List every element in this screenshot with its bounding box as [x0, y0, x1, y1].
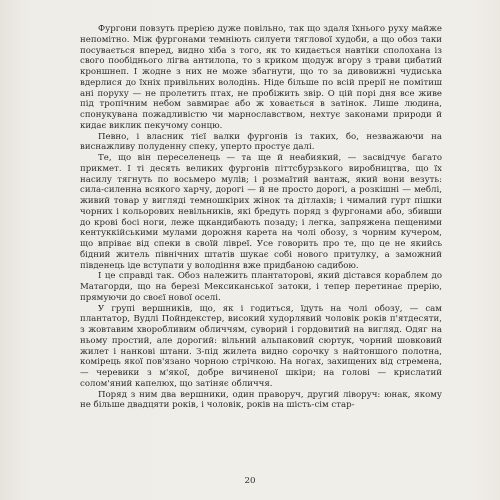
paragraph-3: Те, що він переселенець — та ще й неабиякий, — засвідчує багато прикмет. І ті десять великих фургонів піттсбурзького виробництва, що їх насилу тягнуть по восьмеро мулів; і розмаїтий вантаж, який вони везуть: сила-силенна всякого харчу, дорогі — й не просто дорогі, а розкішні — меблі, живий товар у вигляді темношкірих жінок та дітлахів; і чималий гурт пішки чорних і кольорових невільників, які бредуть поряд з фургонами або, збивши до крові босі ноги, леже щкандибають позаду; і легка, запряжена пещеними кентуккійськими мулами дорожня карета на чолі обозу, з чорним кучером, що впріває від спеки в своїй лівреї. Усе говорить про те, що це не якийсь бідний житель північних штатів шукає собі нового притулку, а заможний південець іде вступати у володіння вже придбаною садибою.: [80, 153, 442, 271]
paragraph-4: І це справді так. Обоз належить плантаторові, який дістався кораблем до Матагорди, що на березі Мексиканської затоки, і тепер перетинає прерію, прямуючи до своєї нової оселі.: [80, 271, 442, 303]
paragraph-2: Певно, і власник тієї валки фургонів із таких, бо, незважаючи на виснажливу полуденну спеку, уперто простує далі.: [80, 131, 442, 153]
paragraph-5: У групі вершників, що, як і годиться, їдуть на чолі обозу, — сам плантатор, Вудлі Пойндекстер, високий худорлявий чоловік років п'ятдесяти, з жовтавим хворобливим обличчям, суворий і гордовитий на вигляд. Одяг на ньому простий, але дорогий: вільний альпаковий сюртук, чорний шовковий жилет і нанкові штани. З-під жилета видно сорочку з найтоншого полотна, комірець якої пов'язано чорною стрічкою. На ногах, захищених від стремена, — черевики з м'якої, добре вичиненої шкіри; на голові — крислатий солом'яний капелюх, що затіняє обличчя.: [80, 303, 442, 389]
body-text: [80, 24, 442, 411]
paragraph-6: Поряд з ним два вершники, один праворуч, другий ліворуч: юнак, якому не більше двадцяти років, і чоловік, років на шість-сім стар-: [80, 389, 442, 411]
page-number: 20: [244, 476, 256, 486]
paragraph-1: Фургони повзуть прерією дуже повільно, так що здаля їхнього руху майже непомітно. Між фургонами темніють силуети тяглової худоби, а що обоз таки посувається вперед, видно хіба з того, як то кидається навтіки сполохана із свого пообіднього лігва антилопа, то з криком щодуж вгору з трави цибатий кроншнеп. І жодне з них не може збагнути, що то за дивовижні чудиська вдерлися до їхніх привільних володінь. Ніде більше по всій прерії не помітиш ані поруху — не пролетить птах, не пробіжить звір. О цій порі дня все живе під тропічним небом завмирає або ж ховається в затінок. Лише людина, спонукувана пожадливістю чи марнославством, нехтує законами природи й кидає виклик пекучому сонцю.: [80, 24, 442, 131]
